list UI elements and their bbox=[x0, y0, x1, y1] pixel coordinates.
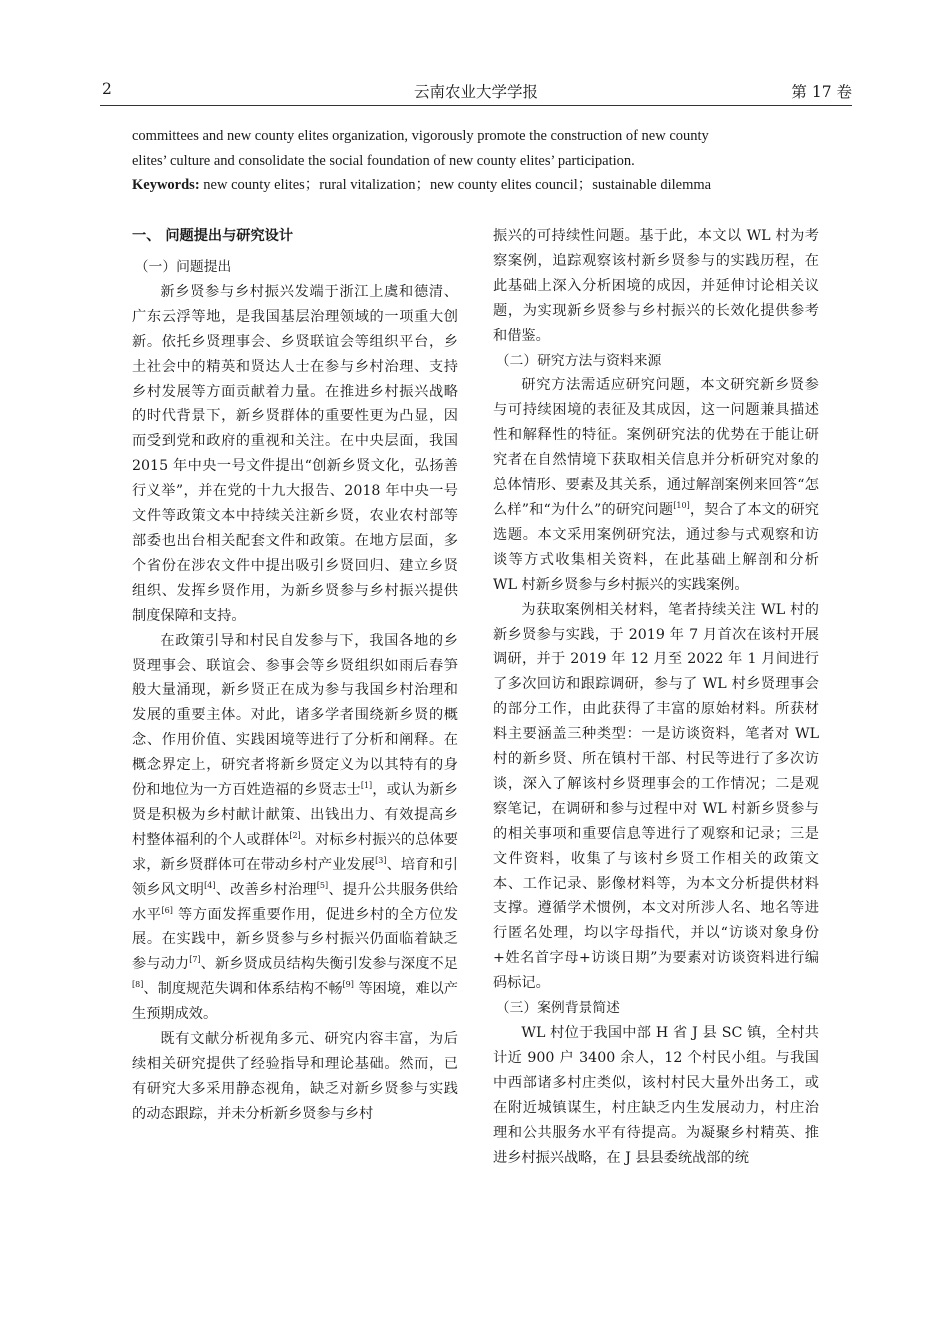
paragraph-continued: 振兴的可持续性问题。基于此，本文以 WL 村为考察案例，追踪观察该村新乡贤参与的实践历程，在此基础上深入分析困境的成因，并延伸讨论相关议题，为实现新乡贤参与乡村振兴的长效化提供参考和借鉴。 bbox=[493, 228, 819, 344]
subsection-title: （三）案例背景简述 bbox=[495, 1000, 620, 1017]
paragraph: 研究方法需适应研究问题，本文研究新乡贤参与可持续困境的表征及其成因，这一问题兼具描述性和解释性的特征。案例研究法的优势在于能让研究者在自然情境下获取相关信息并分析研究对象的总体情形、要素及其关系，通过解剖案例来回答“怎么样”和“为什么”的研究问题[10]，契合了本文的研究选题。本文采用案例研究法，通过参与式观察和访谈等方式收集相关资料，在此基础上解剖和分析 WL 村新乡贤参与乡村振兴的实践案例。 bbox=[493, 377, 819, 593]
keywords-line bbox=[132, 173, 822, 198]
citation: [9] bbox=[342, 980, 354, 990]
volume-label: 第 17 卷 bbox=[791, 83, 852, 101]
citation: [2] bbox=[289, 830, 301, 840]
citation: [5] bbox=[316, 880, 329, 890]
citation: [3] bbox=[375, 855, 387, 865]
abstract-line: committees and new county elites organization, vigorously promote the construction of new county bbox=[132, 128, 709, 144]
subsection-title: （一）问题提出 bbox=[134, 259, 232, 275]
keywords-text: new county elites；rural vitalization；new county elites council；sustainable dilemma bbox=[199, 177, 712, 193]
citation: [6] bbox=[161, 905, 173, 915]
citation: [10] bbox=[673, 500, 690, 510]
paragraph: 新乡贤参与乡村振兴发端于浙江上虞和德清、广东云浮等地，是我国基层治理领域的一项重大创新。依托乡贤理事会、乡贤联谊会等组织平台，乡土社会中的精英和贤达人士在参与乡村治理、支持乡村发展等方面贡献着力量。在推进乡村振兴战略的时代背景下，新乡贤群体的重要性更为凸显，因而受到党和政府的重视和关注。在中央层面，我国 2015 年中央一号文件提出“创新乡贤文化，弘扬善行义举”，并在党的十九大报告、2018 年中央一号文件等政策文本中持续关注新乡贤，农业农村部等部委也出台相关配套文件和政策。在地方层面，多个省份在涉农文件中提出吸引乡贤回归、建立乡贤组织、发挥乡贤作用，为新乡贤参与乡村振兴提供制度保障和支持。 bbox=[132, 283, 458, 624]
page-header bbox=[100, 78, 852, 104]
paragraph: 为获取案例相关材料，笔者持续关注 WL 村的新乡贤参与实践，于 2019 年 7 月首次在该村开展调研，并于 2019 年 12 月至 2022 年 1 月间进行了多次回访和跟踪调研，参与了 WL 村乡贤理事会的部分工作，由此获得了丰富的原始材料。所获材料主要涵盖三种类型：一是访谈资料，笔者对 WL 村的新乡贤、所在镇村干部、村民等进行了多次访谈，深入了解该村乡贤理事会的工作情况；二是观察笔记，在调研和参与过程中对 WL 村新乡贤参与的相关事项和重要信息等进行了观察和记录；三是文件资料，收集了与该村乡贤工作相关的政策文本、工作记录、影像材料等，为本文分析提供材料支撑。遵循学术惯例，本文对所涉人名、地名等进行匿名处理，均以字母指代，并以“访谈对象身份+姓名首字母+访谈日期”为要素对访谈资料进行编码标记。 bbox=[493, 601, 819, 992]
citation: [1] bbox=[360, 781, 373, 791]
paragraph: WL 村位于我国中部 H 省 J 县 SC 镇，全村共计近 900 户 3400 余人，12 个村民小组。与我国中西部诸多村庄类似，该村村民大量外出务工，或在附近城镇谋生，村庄缺乏内生发展动力，村庄治理和公共服务水平有待提高。为凝聚乡村精英、推进乡村振兴战略，在 J 县县委统战部的统 bbox=[493, 1025, 819, 1166]
subsection-title: （二）研究方法与资料来源 bbox=[495, 352, 662, 369]
citation: [4] bbox=[204, 880, 216, 890]
paragraph: 在政策引导和村民自发参与下，我国各地的乡贤理事会、联谊会、参事会等乡贤组织如雨后春笋般大量涌现，新乡贤正在成为参与我国乡村治理和发展的重要主体。对此，诸多学者围绕新乡贤的概念、作用价值、实践困境等进行了分析和阐释。在概念界定上，研究者将新乡贤定义为以其特有的身份和地位为一方百姓造福的乡贤志士[1]，或认为新乡贤是积极为乡村献计献策、出钱出力、有效提高乡村整体福利的个人或群体[2]。对标乡村振兴的总体要求，新乡贤群体可在带动乡村产业发展[3]、培育和引领乡风文明[4]、改善乡村治理[5]、提升公共服务供给水平[6] 等方面发挥重要作用，促进乡村的全方位发展。在实践中，新乡贤参与乡村振兴仍面临着缺乏参与动力[7]、新乡贤成员结构失衡引发参与深度不足[8]、制度规范失调和体系结构不畅[9] 等困境，难以产生预期成效。 bbox=[132, 632, 458, 1023]
paragraph: 既有文献分析视角多元、研究内容丰富，为后续相关研究提供了经验指导和理论基础。然而，已有研究大多采用静态视角，缺乏对新乡贤参与实践的动态跟踪，并未分析新乡贤参与乡村 bbox=[132, 1031, 458, 1122]
english-abstract bbox=[132, 124, 822, 198]
citation: [7] bbox=[189, 955, 201, 965]
section-title: 一、 问题提出与研究设计 bbox=[132, 228, 294, 244]
citation: [8] bbox=[132, 980, 144, 990]
keywords-label: Keywords: bbox=[132, 177, 200, 193]
header-rule bbox=[100, 105, 852, 106]
journal-name: 云南农业大学学报 bbox=[413, 83, 538, 101]
abstract-line: elites’ culture and consolidate the social foundation of new county elites’ participation. bbox=[132, 152, 635, 169]
page-number: 2 bbox=[102, 80, 112, 98]
left-column bbox=[132, 224, 458, 1127]
right-column bbox=[493, 224, 819, 1170]
